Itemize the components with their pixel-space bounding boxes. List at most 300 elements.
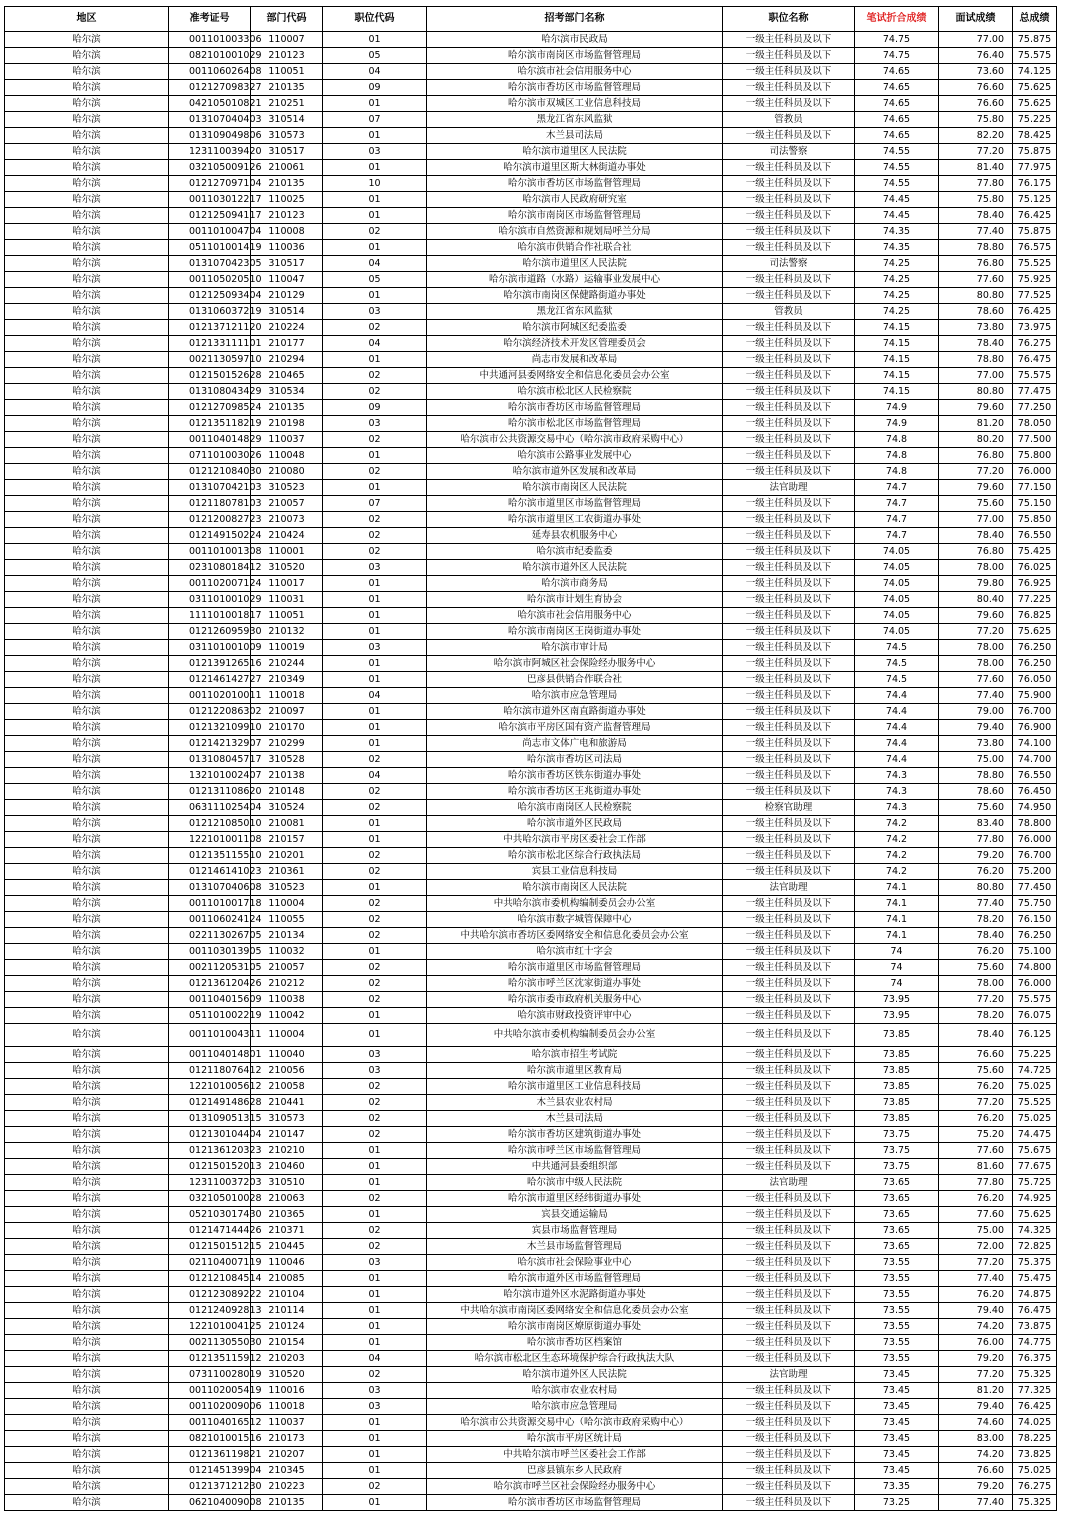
dept-code-cell: 210058 [251,1079,323,1095]
table-row [5,1367,1057,1383]
region-cell: 哈尔滨 [5,944,169,960]
dept-code-cell: 210085 [251,1271,323,1287]
dept-name-cell: 尚志市发展和改革局 [427,352,723,368]
total-score-cell: 73.975 [1013,320,1057,336]
header-dept-name: 招考部门名称 [427,7,723,32]
interview-score-cell: 77.60 [939,1143,1013,1159]
interview-score-cell: 79.60 [939,608,1013,624]
header-pos-name: 职位名称 [723,7,855,32]
dept-code-cell: 110055 [251,912,323,928]
total-score-cell: 76.700 [1013,848,1057,864]
total-score-cell: 75.125 [1013,192,1057,208]
dept-name-cell: 哈尔滨市呼兰区市场监督管理局 [427,1143,723,1159]
region-cell: 哈尔滨 [5,80,169,96]
written-score-cell: 73.55 [855,1303,939,1319]
region-cell: 哈尔滨 [5,1495,169,1511]
table-row [5,1319,1057,1335]
total-score-cell: 73.825 [1013,1447,1057,1463]
table-row [5,944,1057,960]
interview-score-cell: 76.80 [939,448,1013,464]
pos-code-cell: 10 [323,176,427,192]
ticket-cell: 001101003306 [169,32,251,48]
score-table [4,6,1057,1511]
table-row [5,672,1057,688]
pos-code-cell: 01 [323,880,427,896]
dept-code-cell: 210210 [251,1143,323,1159]
pos-name-cell: 一级主任科员及以下 [723,64,855,80]
dept-name-cell: 哈尔滨市人民政府研究室 [427,192,723,208]
dept-code-cell: 210207 [251,1447,323,1463]
dept-code-cell: 110025 [251,192,323,208]
interview-score-cell: 78.40 [939,208,1013,224]
dept-name-cell: 哈尔滨市道外区发展和改革局 [427,464,723,480]
dept-name-cell: 哈尔滨市平房区国有资产监督管理局 [427,720,723,736]
written-score-cell: 74.2 [855,832,939,848]
pos-code-cell: 01 [323,736,427,752]
pos-name-cell: 一级主任科员及以下 [723,176,855,192]
written-score-cell: 73.45 [855,1415,939,1431]
ticket-cell: 001101001308 [169,544,251,560]
interview-score-cell: 78.00 [939,976,1013,992]
dept-name-cell: 哈尔滨市道外区水泥路街道办事处 [427,1287,723,1303]
pos-name-cell: 一级主任科员及以下 [723,656,855,672]
dept-name-cell: 哈尔滨市香坊区铁东街道办事处 [427,768,723,784]
written-score-cell: 73.85 [855,1095,939,1111]
table-row [5,736,1057,752]
total-score-cell: 76.575 [1013,240,1057,256]
dept-name-cell: 哈尔滨市松北区人民检察院 [427,384,723,400]
table-body [5,32,1057,1511]
region-cell: 哈尔滨 [5,896,169,912]
dept-code-cell: 210465 [251,368,323,384]
header-dept-code: 部门代码 [251,7,323,32]
total-score-cell: 74.125 [1013,64,1057,80]
region-cell: 哈尔滨 [5,688,169,704]
dept-code-cell: 110001 [251,544,323,560]
dept-code-cell: 310520 [251,1367,323,1383]
pos-code-cell: 03 [323,416,427,432]
total-score-cell: 76.425 [1013,1399,1057,1415]
pos-name-cell: 一级主任科员及以下 [723,1415,855,1431]
region-cell: 哈尔滨 [5,160,169,176]
pos-name-cell: 一级主任科员及以下 [723,736,855,752]
dept-name-cell: 哈尔滨市道外区人民法院 [427,1367,723,1383]
interview-score-cell: 77.20 [939,992,1013,1008]
dept-name-cell: 哈尔滨市红十字会 [427,944,723,960]
written-score-cell: 73.75 [855,1127,939,1143]
pos-name-cell: 一级主任科员及以下 [723,512,855,528]
pos-code-cell: 02 [323,1111,427,1127]
ticket-cell: 122101005612 [169,1079,251,1095]
region-cell: 哈尔滨 [5,1143,169,1159]
ticket-cell: 012125093404 [169,288,251,304]
dept-name-cell: 哈尔滨市松北区市场监督管理局 [427,416,723,432]
table-row [5,576,1057,592]
region-cell: 哈尔滨 [5,656,169,672]
region-cell: 哈尔滨 [5,1063,169,1079]
pos-code-cell: 01 [323,592,427,608]
pos-name-cell: 一级主任科员及以下 [723,1207,855,1223]
total-score-cell: 78.800 [1013,816,1057,832]
dept-name-cell: 中共哈尔滨市南岗区委网络安全和信息化委员会办公室 [427,1303,723,1319]
pos-name-cell: 管教员 [723,112,855,128]
dept-code-cell: 210223 [251,1479,323,1495]
dept-code-cell: 210212 [251,976,323,992]
interview-score-cell: 76.20 [939,1287,1013,1303]
dept-name-cell: 哈尔滨市商务局 [427,576,723,592]
table-row [5,304,1057,320]
ticket-cell: 001104014829 [169,432,251,448]
dept-code-cell: 210365 [251,1207,323,1223]
written-score-cell: 74.55 [855,176,939,192]
region-cell: 哈尔滨 [5,1431,169,1447]
pos-code-cell: 01 [323,1271,427,1287]
interview-score-cell: 83.40 [939,816,1013,832]
region-cell: 哈尔滨 [5,912,169,928]
region-cell: 哈尔滨 [5,64,169,80]
written-score-cell: 73.65 [855,1223,939,1239]
pos-name-cell: 一级主任科员及以下 [723,1079,855,1095]
ticket-cell: 001106024124 [169,912,251,928]
interview-score-cell: 76.80 [939,544,1013,560]
ticket-cell: 012147144426 [169,1223,251,1239]
ticket-cell: 001104015609 [169,992,251,1008]
region-cell: 哈尔滨 [5,512,169,528]
written-score-cell: 74.15 [855,352,939,368]
interview-score-cell: 81.20 [939,416,1013,432]
dept-name-cell: 宾县工业信息科技局 [427,864,723,880]
region-cell: 哈尔滨 [5,416,169,432]
written-score-cell: 73.75 [855,1159,939,1175]
dept-code-cell: 110007 [251,32,323,48]
dept-code-cell: 210294 [251,352,323,368]
ticket-cell: 021104007119 [169,1255,251,1271]
table-row [5,1303,1057,1319]
ticket-cell: 132101002407 [169,768,251,784]
written-score-cell: 74.65 [855,80,939,96]
written-score-cell: 74.7 [855,480,939,496]
region-cell: 哈尔滨 [5,560,169,576]
table-row [5,1223,1057,1239]
total-score-cell: 75.325 [1013,1367,1057,1383]
ticket-cell: 012146141023 [169,864,251,880]
dept-code-cell: 310514 [251,304,323,320]
total-score-cell: 76.700 [1013,704,1057,720]
total-score-cell: 74.700 [1013,752,1057,768]
total-score-cell: 74.950 [1013,800,1057,816]
written-score-cell: 74.5 [855,640,939,656]
pos-code-cell: 03 [323,640,427,656]
written-score-cell: 74.4 [855,736,939,752]
dept-code-cell: 210057 [251,496,323,512]
written-score-cell: 74.7 [855,512,939,528]
region-cell: 哈尔滨 [5,1287,169,1303]
ticket-cell: 012121084514 [169,1271,251,1287]
pos-name-cell: 一级主任科员及以下 [723,928,855,944]
interview-score-cell: 76.40 [939,48,1013,64]
header-total: 总成绩 [1013,7,1057,32]
interview-score-cell: 77.60 [939,672,1013,688]
total-score-cell: 75.025 [1013,1111,1057,1127]
written-score-cell: 73.25 [855,1495,939,1511]
region-cell: 哈尔滨 [5,432,169,448]
dept-code-cell: 210097 [251,704,323,720]
dept-code-cell: 210057 [251,960,323,976]
ticket-cell: 002113055030 [169,1335,251,1351]
ticket-cell: 012142132907 [169,736,251,752]
interview-score-cell: 77.80 [939,832,1013,848]
ticket-cell: 012121084030 [169,464,251,480]
region-cell: 哈尔滨 [5,1127,169,1143]
ticket-cell: 001104016512 [169,1415,251,1431]
dept-code-cell: 310514 [251,112,323,128]
pos-code-cell: 01 [323,1495,427,1511]
pos-name-cell: 一级主任科员及以下 [723,720,855,736]
pos-code-cell: 02 [323,1367,427,1383]
pos-code-cell: 02 [323,1223,427,1239]
interview-score-cell: 76.80 [939,256,1013,272]
ticket-cell: 082101001029 [169,48,251,64]
pos-code-cell: 01 [323,624,427,640]
pos-name-cell: 一级主任科员及以下 [723,320,855,336]
written-score-cell: 74.1 [855,912,939,928]
interview-score-cell: 77.60 [939,272,1013,288]
pos-name-cell: 一级主任科员及以下 [723,768,855,784]
dept-code-cell: 310520 [251,560,323,576]
interview-score-cell: 72.00 [939,1239,1013,1255]
total-score-cell: 75.575 [1013,368,1057,384]
written-score-cell: 74.05 [855,544,939,560]
pos-name-cell: 一级主任科员及以下 [723,1095,855,1111]
dept-name-cell: 哈尔滨市道外区人民法院 [427,560,723,576]
table-row [5,1111,1057,1127]
dept-name-cell: 中共通河县委网络安全和信息化委员会办公室 [427,368,723,384]
region-cell: 哈尔滨 [5,496,169,512]
interview-score-cell: 74.20 [939,1447,1013,1463]
pos-code-cell: 09 [323,80,427,96]
region-cell: 哈尔滨 [5,1351,169,1367]
total-score-cell: 75.375 [1013,1255,1057,1271]
dept-name-cell: 哈尔滨市自然资源和规划局呼兰分局 [427,224,723,240]
interview-score-cell: 79.60 [939,400,1013,416]
table-row [5,816,1057,832]
region-cell: 哈尔滨 [5,816,169,832]
written-score-cell: 74.5 [855,672,939,688]
dept-code-cell: 210132 [251,624,323,640]
interview-score-cell: 79.20 [939,1351,1013,1367]
dept-name-cell: 哈尔滨市社会信用服务中心 [427,608,723,624]
interview-score-cell: 78.80 [939,768,1013,784]
region-cell: 哈尔滨 [5,192,169,208]
region-cell: 哈尔滨 [5,1095,169,1111]
region-cell: 哈尔滨 [5,1024,169,1047]
interview-score-cell: 76.60 [939,96,1013,112]
dept-code-cell: 310524 [251,800,323,816]
written-score-cell: 73.65 [855,1239,939,1255]
dept-code-cell: 310517 [251,144,323,160]
total-score-cell: 76.250 [1013,656,1057,672]
dept-name-cell: 哈尔滨市双城区工业信息科技局 [427,96,723,112]
dept-name-cell: 哈尔滨市松北区综合行政执法局 [427,848,723,864]
dept-name-cell: 哈尔滨市香坊区建筑街道办事处 [427,1127,723,1143]
total-score-cell: 75.475 [1013,1271,1057,1287]
interview-score-cell: 78.00 [939,656,1013,672]
interview-score-cell: 77.40 [939,1495,1013,1511]
pos-name-cell: 一级主任科员及以下 [723,1239,855,1255]
written-score-cell: 74.65 [855,112,939,128]
region-cell: 哈尔滨 [5,1447,169,1463]
dept-code-cell: 310523 [251,880,323,896]
region-cell: 哈尔滨 [5,1367,169,1383]
dept-name-cell: 哈尔滨市道里区教育局 [427,1063,723,1079]
region-cell: 哈尔滨 [5,544,169,560]
table-row [5,608,1057,624]
dept-code-cell: 210157 [251,832,323,848]
interview-score-cell: 78.40 [939,1024,1013,1047]
pos-code-cell: 01 [323,1319,427,1335]
pos-code-cell: 01 [323,672,427,688]
total-score-cell: 75.900 [1013,688,1057,704]
pos-code-cell: 04 [323,64,427,80]
dept-code-cell: 210445 [251,1239,323,1255]
table-row [5,1479,1057,1495]
table-row [5,1024,1057,1047]
dept-name-cell: 哈尔滨市应急管理局 [427,688,723,704]
pos-name-cell: 一级主任科员及以下 [723,624,855,640]
pos-code-cell: 01 [323,1447,427,1463]
total-score-cell: 75.625 [1013,96,1057,112]
pos-code-cell: 01 [323,448,427,464]
pos-code-cell: 01 [323,288,427,304]
written-score-cell: 74.65 [855,96,939,112]
table-row [5,1095,1057,1111]
written-score-cell: 74.25 [855,256,939,272]
dept-name-cell: 哈尔滨市南岗区人民法院 [427,880,723,896]
region-cell: 哈尔滨 [5,848,169,864]
total-score-cell: 76.925 [1013,576,1057,592]
pos-name-cell: 一级主任科员及以下 [723,544,855,560]
dept-code-cell: 210135 [251,400,323,416]
written-score-cell: 74.2 [855,816,939,832]
table-row [5,1127,1057,1143]
table-row [5,176,1057,192]
table-row [5,1063,1057,1079]
interview-score-cell: 81.60 [939,1159,1013,1175]
written-score-cell: 74.4 [855,752,939,768]
total-score-cell: 74.475 [1013,1127,1057,1143]
region-cell: 哈尔滨 [5,928,169,944]
region-cell: 哈尔滨 [5,1335,169,1351]
pos-code-cell: 01 [323,704,427,720]
ticket-cell: 001101004311 [169,1024,251,1047]
interview-score-cell: 75.60 [939,960,1013,976]
interview-score-cell: 76.20 [939,1111,1013,1127]
interview-score-cell: 78.00 [939,640,1013,656]
written-score-cell: 74.8 [855,464,939,480]
dept-name-cell: 哈尔滨市计划生育协会 [427,592,723,608]
ticket-cell: 012139126516 [169,656,251,672]
written-score-cell: 74 [855,976,939,992]
interview-score-cell: 73.60 [939,64,1013,80]
total-score-cell: 77.250 [1013,400,1057,416]
dept-code-cell: 210244 [251,656,323,672]
dept-name-cell: 哈尔滨经济技术开发区管理委员会 [427,336,723,352]
table-row [5,368,1057,384]
ticket-cell: 012150152628 [169,368,251,384]
total-score-cell: 76.150 [1013,912,1057,928]
interview-score-cell: 79.40 [939,720,1013,736]
total-score-cell: 75.725 [1013,1175,1057,1191]
pos-name-cell: 一级主任科员及以下 [723,160,855,176]
dept-code-cell: 210371 [251,1223,323,1239]
pos-name-cell: 一级主任科员及以下 [723,352,855,368]
dept-code-cell: 210173 [251,1431,323,1447]
region-cell: 哈尔滨 [5,1319,169,1335]
ticket-cell: 013107042103 [169,480,251,496]
pos-code-cell: 02 [323,1239,427,1255]
pos-name-cell: 一级主任科员及以下 [723,1479,855,1495]
total-score-cell: 76.475 [1013,352,1057,368]
pos-code-cell: 01 [323,208,427,224]
total-score-cell: 75.025 [1013,1079,1057,1095]
dept-code-cell: 210056 [251,1063,323,1079]
written-score-cell: 73.45 [855,1399,939,1415]
table-row [5,1351,1057,1367]
pos-name-cell: 一级主任科员及以下 [723,944,855,960]
table-row [5,80,1057,96]
pos-code-cell: 02 [323,512,427,528]
dept-name-cell: 哈尔滨市道外区市场监督管理局 [427,1271,723,1287]
ticket-cell: 012125094117 [169,208,251,224]
dept-name-cell: 黑龙江省东风监狱 [427,112,723,128]
written-score-cell: 73.55 [855,1351,939,1367]
dept-name-cell: 哈尔滨市应急管理局 [427,1399,723,1415]
total-score-cell: 75.225 [1013,1047,1057,1063]
table-row [5,336,1057,352]
dept-code-cell: 210138 [251,768,323,784]
pos-code-cell: 02 [323,960,427,976]
pos-code-cell: 01 [323,1431,427,1447]
dept-name-cell: 哈尔滨市南岗区人民法院 [427,480,723,496]
ticket-cell: 012149150224 [169,528,251,544]
interview-score-cell: 78.80 [939,240,1013,256]
pos-name-cell: 一级主任科员及以下 [723,592,855,608]
ticket-cell: 001106026408 [169,64,251,80]
region-cell: 哈尔滨 [5,624,169,640]
interview-score-cell: 77.20 [939,1095,1013,1111]
total-score-cell: 73.875 [1013,1319,1057,1335]
ticket-cell: 001102005419 [169,1383,251,1399]
ticket-cell: 001102010011 [169,688,251,704]
ticket-cell: 012149148628 [169,1095,251,1111]
dept-code-cell: 110031 [251,592,323,608]
total-score-cell: 75.925 [1013,272,1057,288]
pos-code-cell: 09 [323,400,427,416]
written-score-cell: 74.15 [855,368,939,384]
region-cell: 哈尔滨 [5,176,169,192]
pos-name-cell: 一级主任科员及以下 [723,1447,855,1463]
region-cell: 哈尔滨 [5,304,169,320]
table-row [5,640,1057,656]
table-row [5,688,1057,704]
total-score-cell: 76.825 [1013,608,1057,624]
dept-name-cell: 哈尔滨市审计局 [427,640,723,656]
ticket-cell: 012127098327 [169,80,251,96]
ticket-cell: 012135115510 [169,848,251,864]
total-score-cell: 76.375 [1013,1351,1057,1367]
total-score-cell: 76.250 [1013,928,1057,944]
dept-code-cell: 210154 [251,1335,323,1351]
